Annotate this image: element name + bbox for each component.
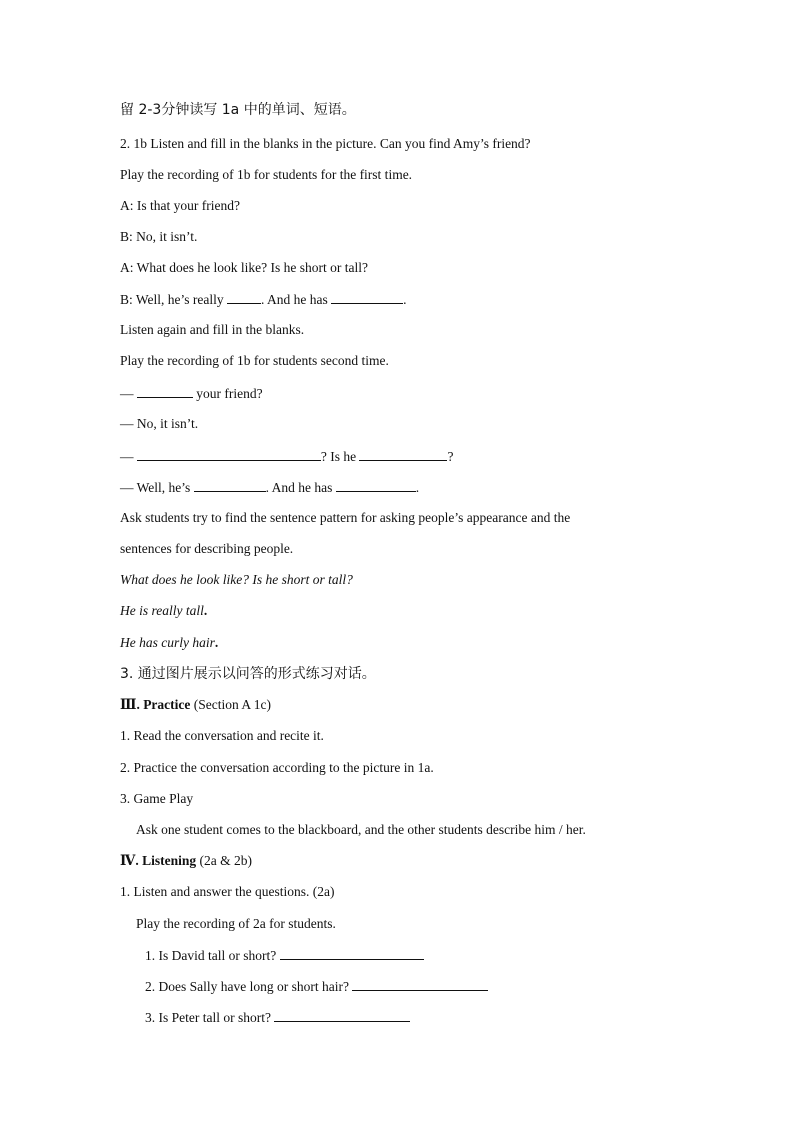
answer-blank bbox=[352, 977, 488, 991]
fill-blank bbox=[359, 447, 447, 461]
instruction-line: Play the recording of 1b for students second time. bbox=[120, 353, 389, 368]
dialogue-line: A: What does he look like? Is he short or tall? bbox=[120, 260, 368, 275]
dialogue-text: B: Well, he’s really bbox=[120, 292, 224, 307]
question-item bbox=[145, 1008, 410, 1027]
dialogue-text: ? Is he bbox=[320, 449, 357, 464]
answer-blank bbox=[274, 1008, 410, 1022]
step-2-heading: 2. 1b Listen and fill in the blanks in the picture. Can you find Amy’s friend? bbox=[120, 136, 531, 151]
answer-blank bbox=[280, 946, 424, 960]
example-sentence bbox=[120, 602, 207, 620]
dialogue-text: — bbox=[120, 386, 134, 401]
example-text: He is really tall bbox=[120, 603, 204, 618]
question-text: 3. Is Peter tall or short? bbox=[145, 1010, 271, 1025]
dialogue-line-with-blanks bbox=[120, 384, 263, 403]
dialogue-text: — bbox=[120, 449, 134, 464]
instruction-line: Play the recording of 1b for students for the first time. bbox=[120, 167, 413, 182]
practice-item: 1. Read the conversation and recite it. bbox=[120, 728, 324, 743]
section-heading-listening bbox=[120, 852, 252, 870]
instruction-line: Ask students try to find the sentence pattern for asking people’s appearance and the bbox=[120, 510, 571, 525]
example-sentence: What does he look like? Is he short or tall? bbox=[120, 572, 353, 587]
fill-blank bbox=[331, 290, 403, 304]
dialogue-line: — No, it isn’t. bbox=[120, 416, 199, 431]
example-sentence bbox=[120, 634, 218, 652]
fill-blank bbox=[194, 478, 266, 492]
example-text: He has curly hair bbox=[120, 635, 215, 650]
listening-instruction: Play the recording of 2a for students. bbox=[136, 916, 336, 931]
section-subtitle: (Section A 1c) bbox=[190, 697, 272, 712]
dialogue-line-with-blanks bbox=[120, 478, 419, 497]
question-text: 1. Is David tall or short? bbox=[145, 948, 277, 963]
instruction-reading-line: 留 2-3分钟读写 1a 中的单词、短语。 bbox=[120, 102, 356, 118]
section-heading-practice bbox=[120, 696, 271, 714]
dialogue-line: A: Is that your friend? bbox=[120, 198, 240, 213]
section-title: Ⅲ. Practice bbox=[120, 697, 191, 712]
fill-blank bbox=[227, 290, 261, 304]
practice-item: 2. Practice the conversation according to the picture in 1a. bbox=[120, 760, 434, 775]
question-text: 2. Does Sally have long or short hair? bbox=[145, 979, 349, 994]
practice-item: 3. Game Play bbox=[120, 791, 194, 806]
dialogue-line-with-blanks bbox=[120, 290, 407, 309]
instruction-line: sentences for describing people. bbox=[120, 541, 294, 556]
instruction-line: Listen again and fill in the blanks. bbox=[120, 322, 305, 337]
fill-blank bbox=[137, 384, 193, 398]
step-3-heading: 3. 通过图片展示以问答的形式练习对话。 bbox=[120, 666, 376, 682]
dialogue-line-with-blanks bbox=[120, 447, 453, 466]
practice-description: Ask one student comes to the blackboard, and the other students describe him / her. bbox=[136, 822, 586, 837]
dialogue-line: B: No, it isn’t. bbox=[120, 229, 198, 244]
question-item bbox=[145, 977, 488, 996]
listening-item: 1. Listen and answer the questions. (2a) bbox=[120, 884, 335, 899]
dialogue-text: your friend? bbox=[196, 386, 263, 401]
dialogue-text: . bbox=[403, 292, 407, 307]
dialogue-text: ? bbox=[447, 449, 454, 464]
question-item bbox=[145, 946, 424, 965]
dialogue-text: — Well, he’s bbox=[120, 480, 191, 495]
section-title: Ⅳ. Listening bbox=[120, 853, 197, 868]
dialogue-text: . bbox=[415, 480, 420, 495]
fill-blank bbox=[336, 478, 416, 492]
dialogue-text: . And he has bbox=[261, 292, 328, 307]
example-period: . bbox=[203, 603, 208, 618]
section-subtitle: (2a & 2b) bbox=[196, 853, 252, 868]
example-period: . bbox=[214, 635, 219, 650]
fill-blank bbox=[137, 447, 321, 461]
dialogue-text: . And he has bbox=[265, 480, 333, 495]
